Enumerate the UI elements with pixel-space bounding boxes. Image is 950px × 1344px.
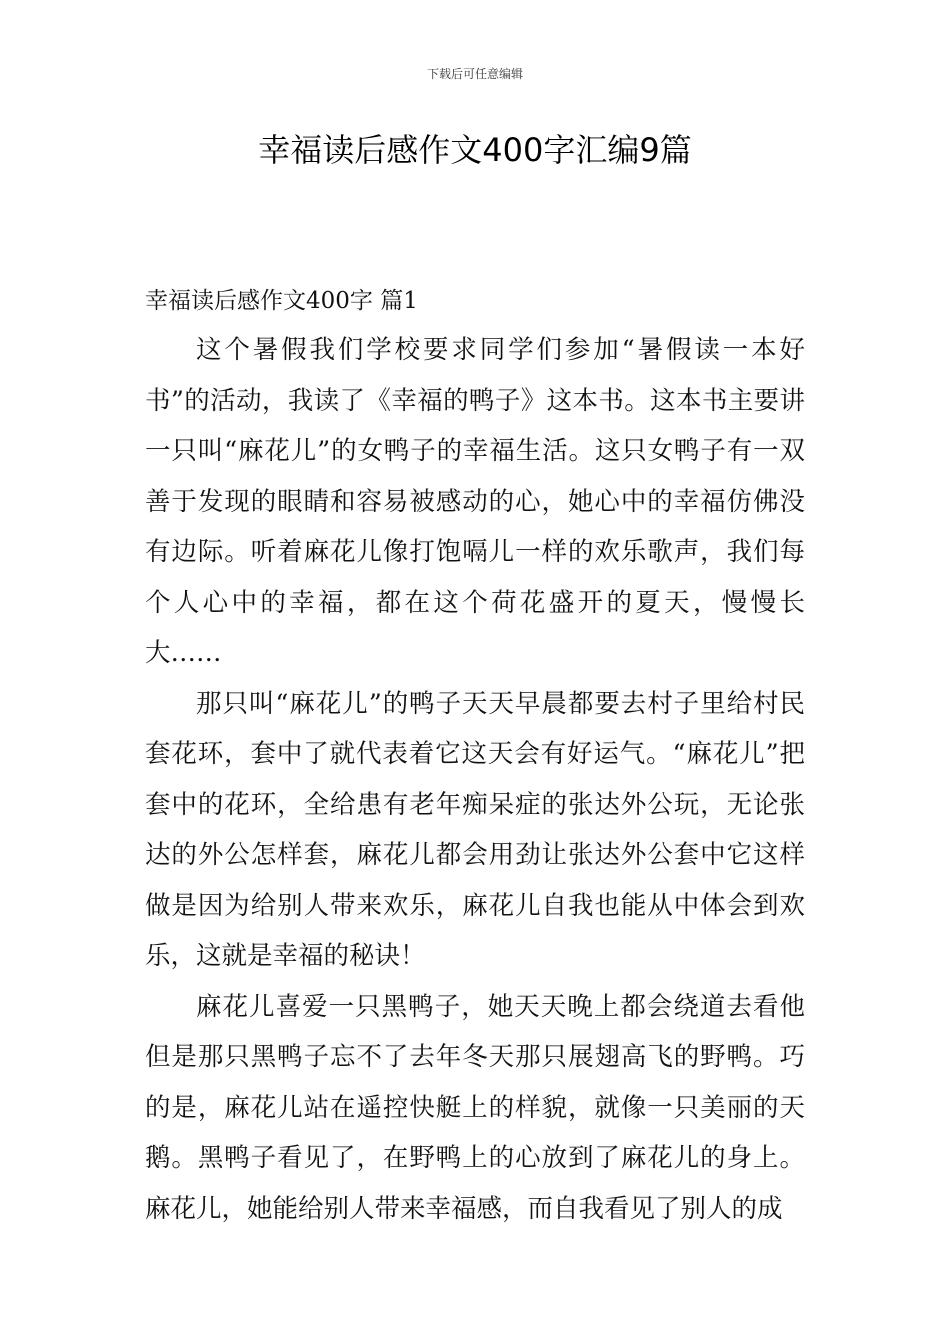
header-note: 下载后可任意编辑 [426, 67, 523, 81]
paragraph-1: 这个暑假我们学校要求同学们参加“暑假读一本好书”的活动，我读了《幸福的鸭子》这本书。这本书主要讲一只叫“麻花儿”的女鸭子的幸福生活。这只女鸭子有一双善于发现的眼睛和容易被感动的心，她心中的幸福仿佛没有边际。听着麻花儿像打饱嗝儿一样的欢乐歌声，我们每个人心中的幸福，都在这个荷花盛开的夏天，慢慢长大…… [145, 335, 805, 668]
body-text [145, 325, 805, 1234]
paragraph-3: 麻花儿喜爱一只黑鸭子，她天天晚上都会绕道去看他但是那只黑鸭子忘不了去年冬天那只展翅高飞的野鸭。巧的是，麻花儿站在遥控快艇上的样貌，就像一只美丽的天鹅。黑鸭子看见了，在野鸭上的心放到了麻花儿的身上。麻花儿，她能给别人带来幸福感，而自我看见了别人的成 [145, 991, 805, 1224]
document-title: 幸福读后感作文400字汇编9篇 [258, 131, 692, 169]
section-heading: 幸福读后感作文400字 篇1 [145, 288, 418, 314]
paragraph-2: 那只叫“麻花儿”的鸭子天天早晨都要去村子里给村民套花环，套中了就代表着它这天会有好运气。“麻花儿”把套中的花环，全给患有老年痴呆症的张达外公玩，无论张达的外公怎样套，麻花儿都会用劲让张达外公套中它这样做是因为给别人带来欢乐，麻花儿自我也能从中体会到欢乐，这就是幸福的秘诀！ [145, 688, 805, 971]
